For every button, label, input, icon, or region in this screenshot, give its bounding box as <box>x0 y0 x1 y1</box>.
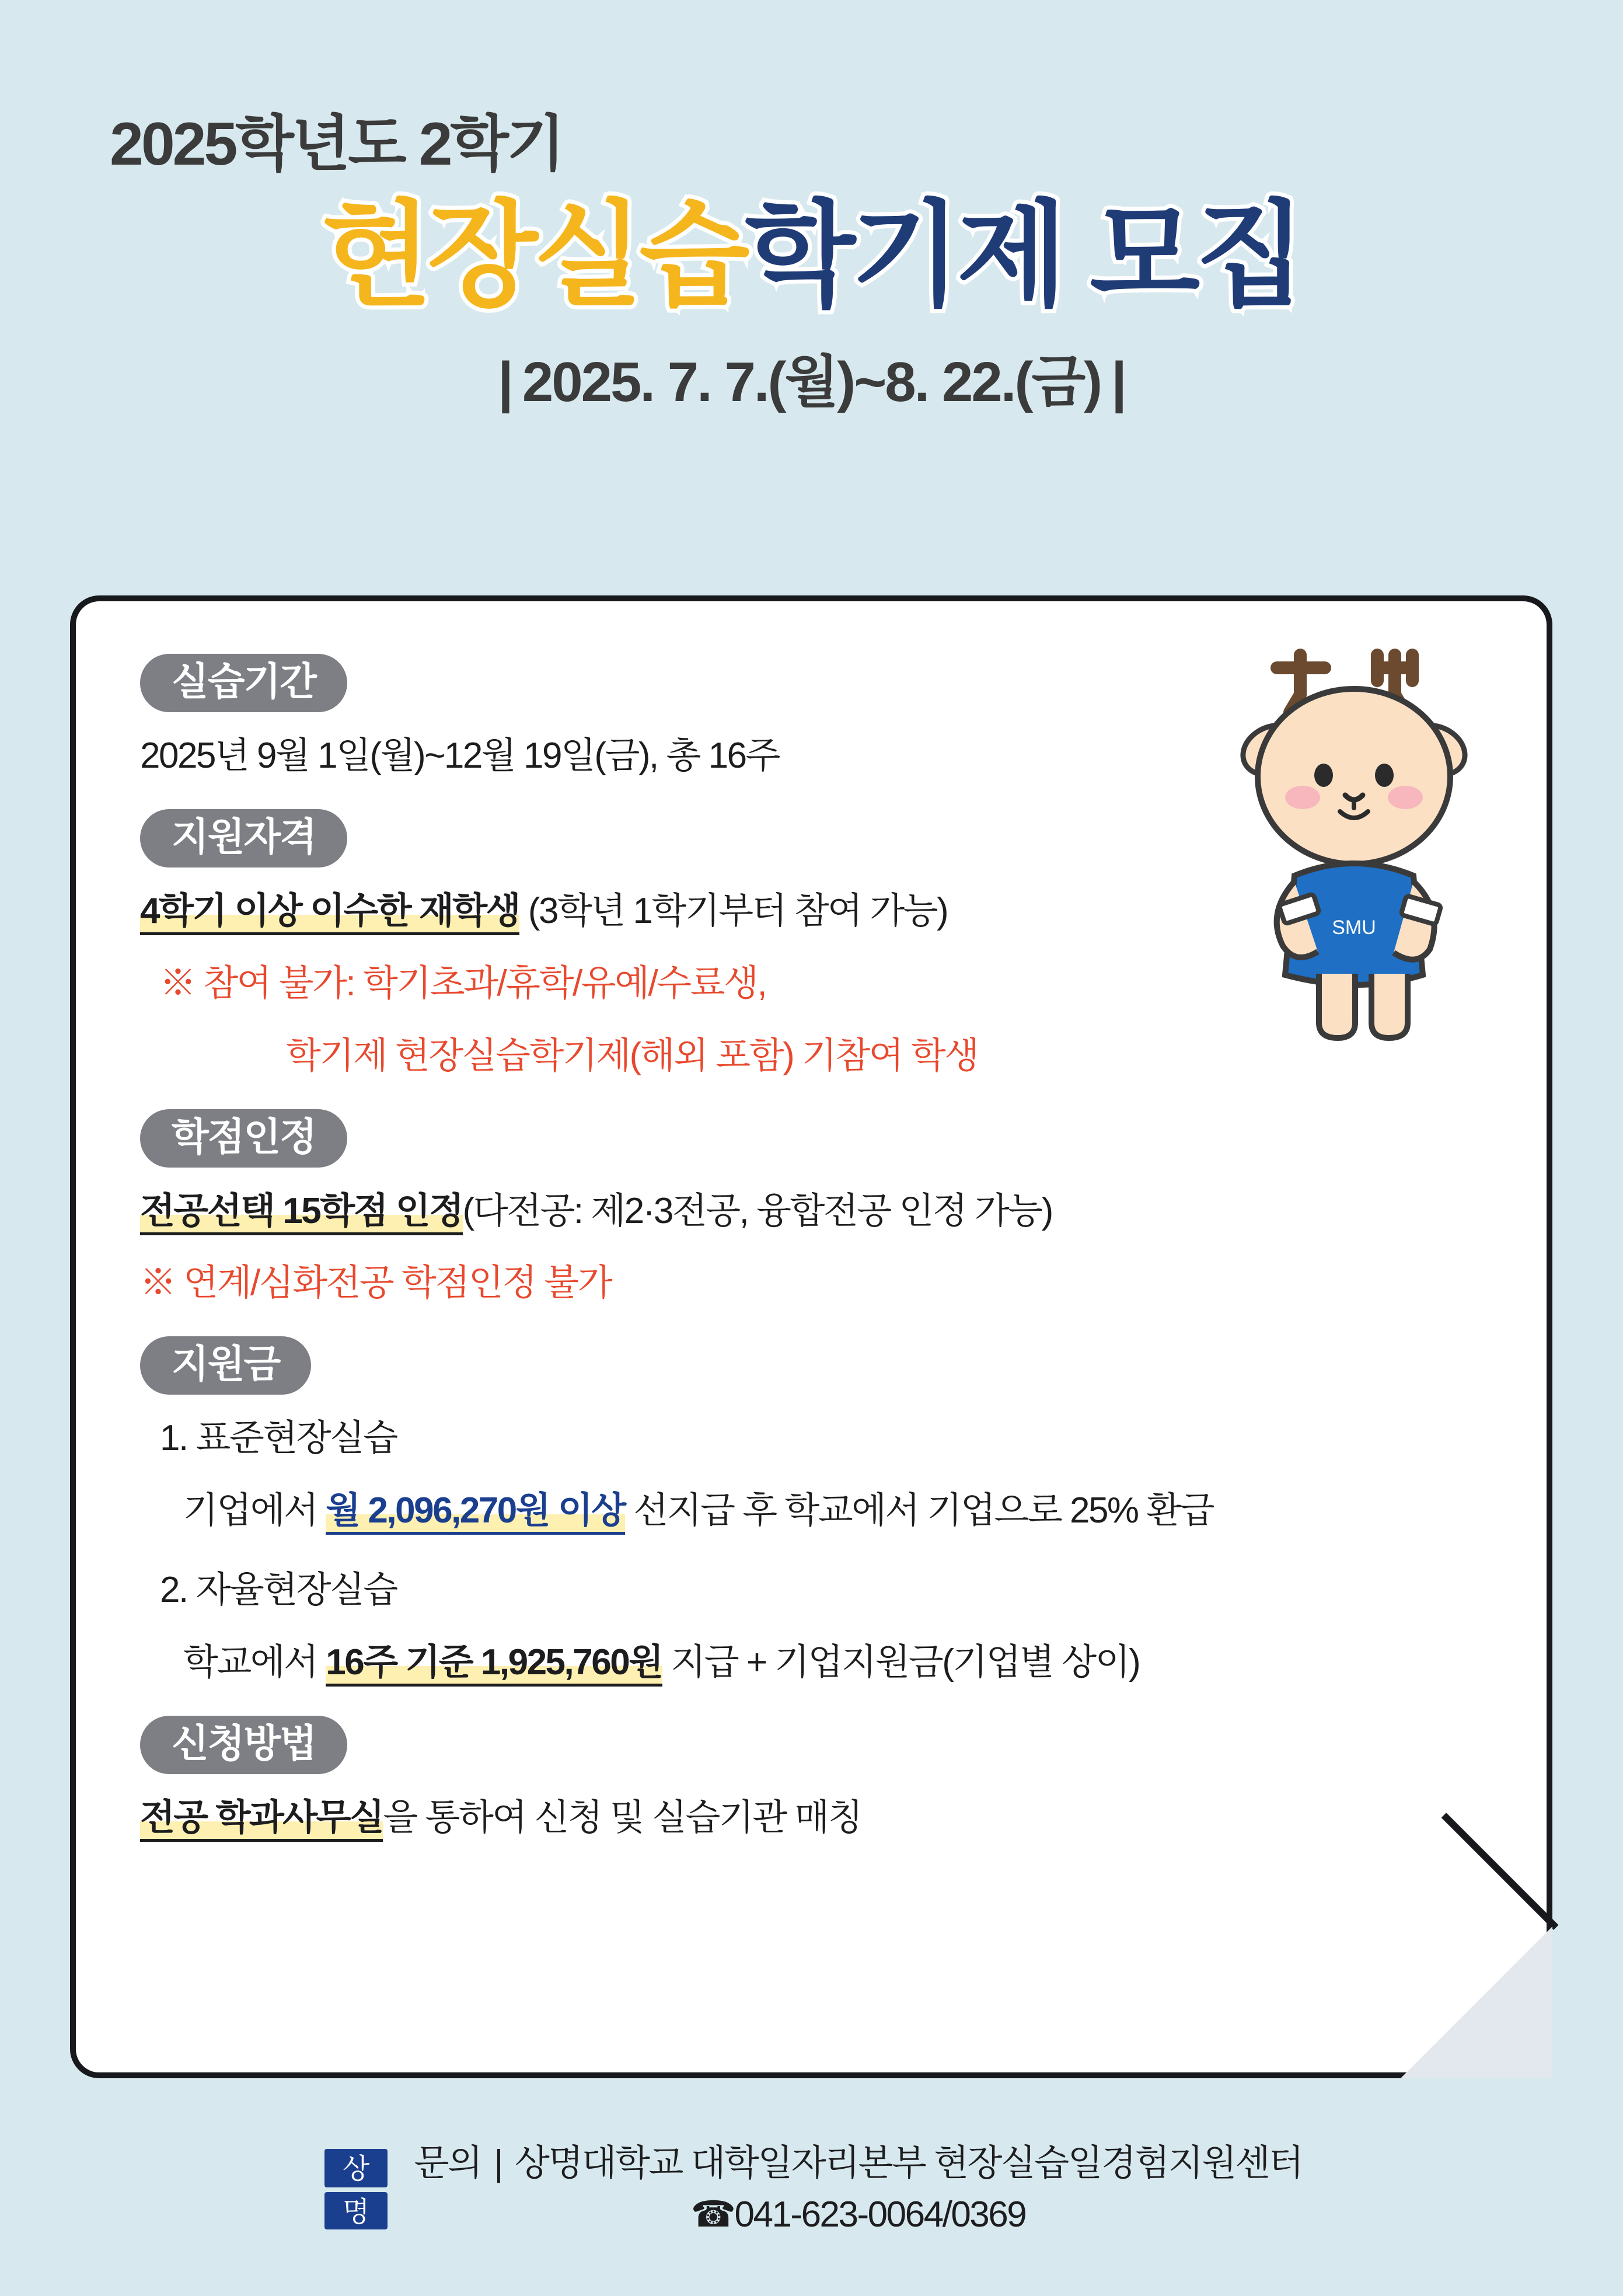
section-label-eligibility: 지원자격 <box>140 809 347 867</box>
apply-highlight: 전공 학과사무실 <box>140 1797 383 1842</box>
footer-contact-label: 문의 <box>414 2142 481 2183</box>
apply-main <box>140 1792 1482 1844</box>
credit-note: ※ 연계/심화전공 학점인정 불가 <box>140 1263 612 1304</box>
smu-logo-icon <box>321 2145 391 2233</box>
section-apply <box>140 1716 1482 1844</box>
date-range-text: 2025. 7. 7.(월)~8. 22.(금) <box>522 351 1101 414</box>
footer-divider: | <box>494 2142 502 2183</box>
apply-pill-row <box>140 1716 1482 1774</box>
support-item-2-title: 2. 자율현장실습 <box>160 1570 397 1611</box>
university-logo <box>321 2145 391 2233</box>
eligibility-highlight: 4학기 이상 이수한 재학생 <box>140 891 519 935</box>
credit-highlight: 전공선택 15학점 인정 <box>140 1191 463 1235</box>
svg-text:명: 명 <box>342 2196 369 2228</box>
mascot-illustration <box>1202 625 1506 1057</box>
date-bar-left: | <box>497 351 512 414</box>
svg-text:상: 상 <box>342 2153 369 2184</box>
mascot-shirt-text: SMU <box>1332 917 1376 939</box>
footer-phone: 041-623-0064/0369 <box>734 2194 1026 2235</box>
credit-rest: (다전공: 제2·3전공, 융합전공 인정 가능) <box>462 1190 1052 1231</box>
support-item-1-title: 1. 표준현장실습 <box>160 1418 397 1459</box>
poster-title-part-1: 현장실습 <box>322 191 745 320</box>
poster-title <box>0 191 1623 320</box>
section-label-period: 실습기간 <box>140 654 347 712</box>
section-label-apply: 신청방법 <box>140 1716 347 1774</box>
eligibility-note-1: ※ 참여 불가: 학기초과/휴학/유예/수료생, <box>160 963 766 1004</box>
support-item-2-pre: 학교에서 <box>183 1642 326 1683</box>
section-label-support: 지원금 <box>140 1336 311 1395</box>
support-item-2-post: 지급 + 기업지원금(기업별 상이) <box>662 1642 1140 1683</box>
poster-date-range <box>0 337 1623 417</box>
poster-footer <box>0 2138 1623 2241</box>
support-item-1-post: 선지급 후 학교에서 기업으로 25% 환급 <box>624 1490 1214 1531</box>
poster-header <box>0 111 1623 417</box>
support-item-2-detail <box>140 1636 1482 1689</box>
poster-subtitle: 2025학년도 2학기 <box>110 110 563 178</box>
deer-mascot-icon <box>1202 625 1506 1057</box>
support-item-2-highlight: 16주 기준 1,925,760원 <box>326 1642 662 1687</box>
footer-contact <box>414 2138 1303 2241</box>
support-item-1-pre: 기업에서 <box>183 1490 326 1531</box>
poster-title-part-2: 학기제 모집 <box>745 191 1301 320</box>
eligibility-note-2: 학기제 현장실습학기제(해외 포함) 기참여 학생 <box>286 1035 978 1076</box>
credit-main <box>140 1185 1482 1238</box>
section-label-credit: 학점인정 <box>140 1109 347 1168</box>
card-fold-corner <box>1401 1926 1552 2078</box>
credit-pill-row <box>140 1109 1482 1168</box>
content-card <box>70 595 1552 2078</box>
support-item-1-detail <box>140 1485 1482 1537</box>
support-item-1-highlight: 월 2,096,270원 이상 <box>326 1490 624 1535</box>
support-pill-row <box>140 1336 1482 1395</box>
date-bar-right: | <box>1111 351 1126 414</box>
period-text: 2025년 9월 1일(월)~12월 19일(금), 총 16주 <box>140 736 779 776</box>
section-credit <box>140 1109 1482 1310</box>
footer-line-2 <box>414 2189 1303 2241</box>
section-support <box>140 1336 1482 1689</box>
footer-org: 상명대학교 대학일자리본부 현장실습일경험지원센터 <box>514 2142 1303 2183</box>
eligibility-rest: (3학년 1학기부터 참여 가능) <box>519 890 948 931</box>
footer-line-1 <box>414 2138 1303 2189</box>
phone-icon: ☎ <box>690 2194 735 2235</box>
apply-rest: 을 통하여 신청 및 실습기관 매칭 <box>383 1797 862 1838</box>
